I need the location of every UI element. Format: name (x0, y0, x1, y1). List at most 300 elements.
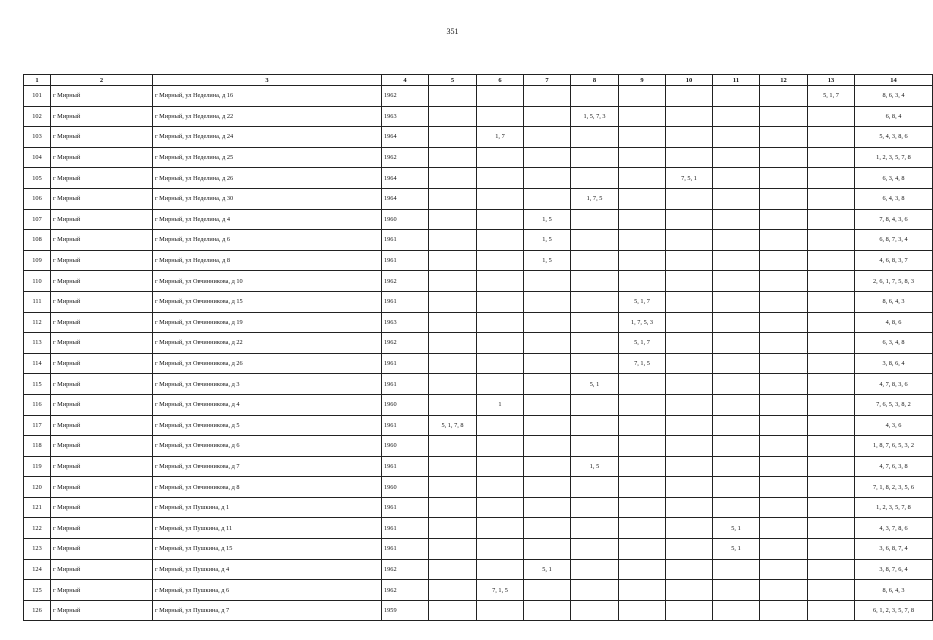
col11-cell: 5, 1 (713, 518, 760, 539)
col14-cell: 1, 8, 7, 6, 5, 3, 2 (855, 436, 933, 457)
city-cell: г Мирный (51, 436, 153, 457)
col12-cell (760, 353, 808, 374)
col13-cell (808, 415, 855, 436)
col13-cell (808, 497, 855, 518)
col11-cell (713, 291, 760, 312)
address-cell: г Мирный, ул Неделина, д 16 (153, 86, 382, 107)
row-number: 118 (24, 436, 51, 457)
year-cell: 1961 (382, 539, 429, 560)
col13-cell: 5, 1, 7 (808, 86, 855, 107)
city-cell: г Мирный (51, 127, 153, 148)
address-cell: г Мирный, ул Пушкина, д 11 (153, 518, 382, 539)
col7-cell: 1, 5 (524, 230, 571, 251)
col6-cell (477, 106, 524, 127)
column-header: 7 (524, 75, 571, 86)
table-row (24, 539, 933, 560)
col9-cell: 7, 1, 5 (619, 353, 666, 374)
address-cell: г Мирный, ул Неделина, д 26 (153, 168, 382, 189)
col10-cell (666, 394, 713, 415)
col11-cell (713, 477, 760, 498)
col14-cell: 7, 6, 5, 3, 8, 2 (855, 394, 933, 415)
col9-cell: 1, 7, 5, 3 (619, 312, 666, 333)
col6-cell (477, 86, 524, 107)
col14-cell: 3, 8, 6, 4 (855, 353, 933, 374)
year-cell: 1961 (382, 456, 429, 477)
col13-cell (808, 188, 855, 209)
col5-cell (429, 539, 477, 560)
city-cell: г Мирный (51, 497, 153, 518)
col8-cell (571, 147, 619, 168)
table-row (24, 456, 933, 477)
col5-cell (429, 600, 477, 621)
column-header: 2 (51, 75, 153, 86)
col5-cell (429, 230, 477, 251)
city-cell: г Мирный (51, 415, 153, 436)
address-cell: г Мирный, ул Пушкина, д 6 (153, 580, 382, 601)
col12-cell (760, 394, 808, 415)
col6-cell (477, 209, 524, 230)
year-cell: 1960 (382, 394, 429, 415)
year-cell: 1962 (382, 147, 429, 168)
col8-cell (571, 291, 619, 312)
col14-cell: 7, 8, 4, 3, 6 (855, 209, 933, 230)
col13-cell (808, 106, 855, 127)
year-cell: 1963 (382, 312, 429, 333)
col5-cell (429, 456, 477, 477)
col14-cell: 5, 4, 3, 8, 6 (855, 127, 933, 148)
col13-cell (808, 209, 855, 230)
col5-cell (429, 106, 477, 127)
col5-cell (429, 168, 477, 189)
col12-cell (760, 518, 808, 539)
col10-cell (666, 456, 713, 477)
col11-cell (713, 456, 760, 477)
city-cell: г Мирный (51, 230, 153, 251)
col10-cell (666, 127, 713, 148)
col12-cell (760, 188, 808, 209)
col7-cell (524, 168, 571, 189)
col10-cell (666, 539, 713, 560)
year-cell: 1963 (382, 106, 429, 127)
col10-cell (666, 559, 713, 580)
col7-cell (524, 518, 571, 539)
col12-cell (760, 127, 808, 148)
city-cell: г Мирный (51, 580, 153, 601)
col12-cell (760, 168, 808, 189)
col9-cell (619, 415, 666, 436)
col8-cell (571, 580, 619, 601)
col6-cell (477, 456, 524, 477)
col10-cell (666, 580, 713, 601)
col11-cell (713, 497, 760, 518)
col11-cell (713, 147, 760, 168)
col6-cell (477, 271, 524, 292)
col12-cell (760, 230, 808, 251)
col7-cell (524, 415, 571, 436)
col7-cell (524, 600, 571, 621)
col13-cell (808, 312, 855, 333)
col9-cell (619, 374, 666, 395)
table-row (24, 312, 933, 333)
col13-cell (808, 559, 855, 580)
col6-cell (477, 353, 524, 374)
col8-cell (571, 436, 619, 457)
col9-cell (619, 147, 666, 168)
col6-cell (477, 230, 524, 251)
col5-cell (429, 127, 477, 148)
column-header: 4 (382, 75, 429, 86)
year-cell: 1961 (382, 497, 429, 518)
address-cell: г Мирный, ул Овчинникова, д 26 (153, 353, 382, 374)
col6-cell (477, 539, 524, 560)
table-row (24, 86, 933, 107)
col7-cell (524, 127, 571, 148)
col7-cell (524, 497, 571, 518)
col14-cell: 4, 7, 6, 3, 8 (855, 456, 933, 477)
col6-cell (477, 250, 524, 271)
col9-cell (619, 188, 666, 209)
col5-cell (429, 497, 477, 518)
table-row (24, 147, 933, 168)
col14-cell: 4, 8, 6 (855, 312, 933, 333)
row-number: 102 (24, 106, 51, 127)
col14-cell: 3, 6, 8, 7, 4 (855, 539, 933, 560)
col11-cell (713, 436, 760, 457)
col11-cell (713, 559, 760, 580)
row-number: 126 (24, 600, 51, 621)
col12-cell (760, 600, 808, 621)
col10-cell (666, 436, 713, 457)
col9-cell (619, 127, 666, 148)
col12-cell (760, 580, 808, 601)
address-cell: г Мирный, ул Овчинникова, д 8 (153, 477, 382, 498)
col10-cell (666, 518, 713, 539)
city-cell: г Мирный (51, 209, 153, 230)
year-cell: 1961 (382, 250, 429, 271)
col14-cell: 4, 7, 8, 3, 6 (855, 374, 933, 395)
col13-cell (808, 333, 855, 354)
col5-cell (429, 518, 477, 539)
table-row (24, 271, 933, 292)
col14-cell: 8, 6, 4, 3 (855, 580, 933, 601)
col6-cell (477, 415, 524, 436)
address-cell: г Мирный, ул Овчинникова, д 3 (153, 374, 382, 395)
col13-cell (808, 456, 855, 477)
city-cell: г Мирный (51, 312, 153, 333)
col9-cell (619, 168, 666, 189)
col7-cell (524, 312, 571, 333)
col11-cell (713, 168, 760, 189)
col5-cell (429, 209, 477, 230)
col11-cell (713, 600, 760, 621)
col12-cell (760, 415, 808, 436)
col6-cell (477, 436, 524, 457)
column-header: 14 (855, 75, 933, 86)
col7-cell (524, 271, 571, 292)
col5-cell (429, 394, 477, 415)
col12-cell (760, 209, 808, 230)
col14-cell: 6, 3, 4, 8 (855, 333, 933, 354)
col13-cell (808, 477, 855, 498)
col12-cell (760, 374, 808, 395)
col7-cell: 1, 5 (524, 250, 571, 271)
row-number: 120 (24, 477, 51, 498)
row-number: 123 (24, 539, 51, 560)
row-number: 117 (24, 415, 51, 436)
col13-cell (808, 147, 855, 168)
col8-cell (571, 353, 619, 374)
col6-cell (477, 559, 524, 580)
city-cell: г Мирный (51, 271, 153, 292)
col10-cell (666, 415, 713, 436)
col5-cell (429, 477, 477, 498)
address-cell: г Мирный, ул Овчинникова, д 4 (153, 394, 382, 415)
col6-cell: 1, 7 (477, 127, 524, 148)
col8-cell (571, 127, 619, 148)
col14-cell: 3, 8, 7, 6, 4 (855, 559, 933, 580)
col9-cell: 5, 1, 7 (619, 333, 666, 354)
address-cell: г Мирный, ул Неделина, д 4 (153, 209, 382, 230)
column-header: 5 (429, 75, 477, 86)
col6-cell (477, 291, 524, 312)
col13-cell (808, 600, 855, 621)
col10-cell (666, 188, 713, 209)
col12-cell (760, 333, 808, 354)
col6-cell (477, 312, 524, 333)
column-header: 12 (760, 75, 808, 86)
col5-cell (429, 353, 477, 374)
col9-cell (619, 209, 666, 230)
col8-cell (571, 477, 619, 498)
year-cell: 1962 (382, 333, 429, 354)
city-cell: г Мирный (51, 168, 153, 189)
col8-cell (571, 312, 619, 333)
table-row (24, 559, 933, 580)
address-cell: г Мирный, ул Неделина, д 25 (153, 147, 382, 168)
col11-cell (713, 86, 760, 107)
col9-cell (619, 436, 666, 457)
column-header: 13 (808, 75, 855, 86)
city-cell: г Мирный (51, 374, 153, 395)
col10-cell (666, 477, 713, 498)
col8-cell (571, 86, 619, 107)
col8-cell (571, 209, 619, 230)
col12-cell (760, 147, 808, 168)
col9-cell (619, 250, 666, 271)
col10-cell (666, 353, 713, 374)
row-number: 111 (24, 291, 51, 312)
col8-cell: 1, 5, 7, 3 (571, 106, 619, 127)
row-number: 121 (24, 497, 51, 518)
col12-cell (760, 559, 808, 580)
col6-cell (477, 374, 524, 395)
col7-cell (524, 353, 571, 374)
table-row (24, 580, 933, 601)
col12-cell (760, 271, 808, 292)
row-number: 112 (24, 312, 51, 333)
col7-cell (524, 374, 571, 395)
column-header: 10 (666, 75, 713, 86)
col5-cell (429, 312, 477, 333)
col14-cell: 8, 6, 3, 4 (855, 86, 933, 107)
city-cell: г Мирный (51, 518, 153, 539)
col5-cell (429, 291, 477, 312)
col13-cell (808, 291, 855, 312)
col10-cell (666, 600, 713, 621)
page-number: 351 (446, 27, 459, 36)
col10-cell (666, 106, 713, 127)
col11-cell (713, 230, 760, 251)
col12-cell (760, 106, 808, 127)
col11-cell (713, 312, 760, 333)
table-row (24, 436, 933, 457)
city-cell: г Мирный (51, 250, 153, 271)
col13-cell (808, 394, 855, 415)
col12-cell (760, 477, 808, 498)
col9-cell (619, 477, 666, 498)
col8-cell (571, 600, 619, 621)
year-cell: 1961 (382, 415, 429, 436)
col6-cell (477, 518, 524, 539)
col8-cell (571, 394, 619, 415)
year-cell: 1959 (382, 600, 429, 621)
row-number: 124 (24, 559, 51, 580)
col14-cell: 6, 4, 3, 8 (855, 188, 933, 209)
col10-cell (666, 271, 713, 292)
col6-cell (477, 600, 524, 621)
col8-cell: 1, 5 (571, 456, 619, 477)
col9-cell (619, 394, 666, 415)
col10-cell: 7, 5, 1 (666, 168, 713, 189)
city-cell: г Мирный (51, 147, 153, 168)
col10-cell (666, 230, 713, 251)
col11-cell (713, 333, 760, 354)
col5-cell (429, 86, 477, 107)
col7-cell (524, 436, 571, 457)
col10-cell (666, 209, 713, 230)
col10-cell (666, 250, 713, 271)
table-row (24, 209, 933, 230)
row-number: 103 (24, 127, 51, 148)
col11-cell (713, 106, 760, 127)
col8-cell (571, 168, 619, 189)
city-cell: г Мирный (51, 106, 153, 127)
col5-cell (429, 147, 477, 168)
col7-cell: 1, 5 (524, 209, 571, 230)
col11-cell (713, 127, 760, 148)
table-body (24, 86, 933, 621)
city-cell: г Мирный (51, 477, 153, 498)
col10-cell (666, 374, 713, 395)
col13-cell (808, 353, 855, 374)
address-cell: г Мирный, ул Пушкина, д 15 (153, 539, 382, 560)
col12-cell (760, 539, 808, 560)
col9-cell (619, 497, 666, 518)
col8-cell (571, 271, 619, 292)
address-cell: г Мирный, ул Овчинникова, д 15 (153, 291, 382, 312)
year-cell: 1964 (382, 168, 429, 189)
city-cell: г Мирный (51, 333, 153, 354)
row-number: 105 (24, 168, 51, 189)
col13-cell (808, 250, 855, 271)
row-number: 110 (24, 271, 51, 292)
col8-cell (571, 230, 619, 251)
year-cell: 1960 (382, 436, 429, 457)
col5-cell (429, 580, 477, 601)
table-row (24, 127, 933, 148)
city-cell: г Мирный (51, 539, 153, 560)
col7-cell (524, 86, 571, 107)
col12-cell (760, 497, 808, 518)
col6-cell (477, 168, 524, 189)
col14-cell: 1, 2, 3, 5, 7, 8 (855, 147, 933, 168)
col10-cell (666, 86, 713, 107)
address-cell: г Мирный, ул Неделина, д 22 (153, 106, 382, 127)
col14-cell: 4, 6, 8, 3, 7 (855, 250, 933, 271)
col7-cell (524, 477, 571, 498)
year-cell: 1960 (382, 477, 429, 498)
col13-cell (808, 539, 855, 560)
col7-cell (524, 580, 571, 601)
col7-cell (524, 539, 571, 560)
row-number: 119 (24, 456, 51, 477)
address-cell: г Мирный, ул Овчинникова, д 22 (153, 333, 382, 354)
address-cell: г Мирный, ул Неделина, д 8 (153, 250, 382, 271)
column-header: 8 (571, 75, 619, 86)
col11-cell: 5, 1 (713, 539, 760, 560)
col14-cell: 6, 3, 4, 8 (855, 168, 933, 189)
col11-cell (713, 580, 760, 601)
city-cell: г Мирный (51, 188, 153, 209)
address-cell: г Мирный, ул Овчинникова, д 19 (153, 312, 382, 333)
col8-cell (571, 539, 619, 560)
address-cell: г Мирный, ул Пушкина, д 1 (153, 497, 382, 518)
row-number: 108 (24, 230, 51, 251)
col7-cell (524, 394, 571, 415)
col11-cell (713, 394, 760, 415)
year-cell: 1962 (382, 271, 429, 292)
column-header: 1 (24, 75, 51, 86)
col6-cell (477, 147, 524, 168)
col13-cell (808, 271, 855, 292)
col10-cell (666, 333, 713, 354)
col14-cell: 6, 8, 7, 3, 4 (855, 230, 933, 251)
col14-cell: 4, 3, 6 (855, 415, 933, 436)
col5-cell (429, 559, 477, 580)
column-header: 6 (477, 75, 524, 86)
table-row (24, 394, 933, 415)
col8-cell (571, 250, 619, 271)
col7-cell: 5, 1 (524, 559, 571, 580)
col11-cell (713, 353, 760, 374)
col12-cell (760, 456, 808, 477)
col12-cell (760, 312, 808, 333)
col8-cell (571, 415, 619, 436)
address-cell: г Мирный, ул Неделина, д 30 (153, 188, 382, 209)
col14-cell: 2, 6, 1, 7, 5, 8, 3 (855, 271, 933, 292)
col14-cell: 4, 3, 7, 8, 6 (855, 518, 933, 539)
col9-cell (619, 518, 666, 539)
col6-cell (477, 333, 524, 354)
col7-cell (524, 333, 571, 354)
year-cell: 1961 (382, 374, 429, 395)
col9-cell (619, 456, 666, 477)
col12-cell (760, 250, 808, 271)
year-cell: 1962 (382, 86, 429, 107)
column-header: 11 (713, 75, 760, 86)
col7-cell (524, 188, 571, 209)
row-number: 113 (24, 333, 51, 354)
